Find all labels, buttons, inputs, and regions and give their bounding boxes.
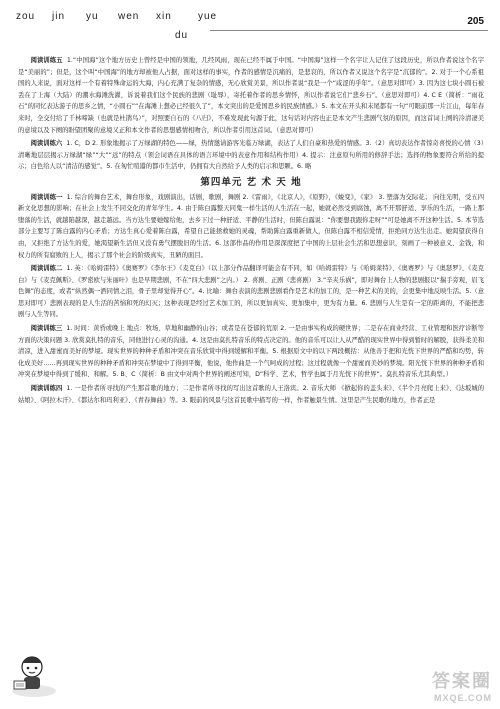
watermark-url: MXQE.COM bbox=[433, 693, 492, 703]
training-label: 阅读训练五 bbox=[30, 57, 63, 64]
unit-title: 第四单元 艺 术 天 地 bbox=[200, 176, 302, 188]
answer-content bbox=[18, 55, 484, 406]
training-text: 1. 时间：黄昏或晚上 地点：牧场、草地和幽静的山谷；或者是在苍郁的荒原 2. 一是由事实构成的硬世界；二是存在商业经营、工业管理和医疗诊断等方面的决策问题 3. 欣赏莫扎特的音乐，同他进行心灵的沟通。4. 这是由莫扎特音乐的特点决定的。他的音乐可以让人从严酷的现实世界中得到暂时的解脱，获得柔美和清凉，进入甜蜜而美好的梦境。现实世界的种种矛盾和冲突在音乐欣赏中得到缓解和平衡。5. 根据原文中的以下两段概括：从他善于把和光恍下世界的严酷和均势，转化成美好……再到现实世界的种种矛盾和冲突在梦境中了得到平衡，他说，他作曲是一个气呵成的过程；这过程就像一个甜蜜而美妙的梦境。阳光恍下世界的种种矛盾和冲突在梦境中得到了缓和、和解。5. B、C（简析：B 由文中对两个世界的阐述可知，D“科学、艺术，哲学也属于月光恍下的世界”。莫扎特音乐尤其典型。） bbox=[18, 325, 485, 379]
corner-illustration-icon bbox=[8, 651, 60, 699]
pinyin-syllable: zou bbox=[16, 11, 36, 22]
page-header bbox=[0, 0, 500, 54]
training-text: 1. 英：《哈姆雷特》《奥赛罗》《李尔王》《麦克白》（以上部分作品翻译可能会有不同，如《哈姆雷特》与《哈姆莱特》、《奥赛罗》与《奥瑟罗》、《麦克白》与《麦克佩斯》、《罗密欧与朱丽叶》也是早期悲剧，不在“四大悲剧”之内。） 2. 喜剧、正剧（悲喜剧） 3.“辛夹乐祸”，即对舞台上人物的悲剧报以“揣手旁观，眉飞色舞”的态度，或者“纵然偶一洒同情之泪，骨子里却觉得开心”。4. 比喻：舞台表演的悲剧悲剧看作是艺术的加工的，是一种艺术的美的，会更集中地反映生活。5.（意思对即可）悲剧表现的是人生活的苦恼和死的幻灭；这种表现是经过艺术加工的，所以更加真实、更加集中，更为有力量。6. 悲剧与人生是有一定的距离的，不能把悲剧与人生等同。 bbox=[18, 265, 484, 319]
pinyin-syllable: du bbox=[175, 30, 189, 41]
training-label: 阅读训练四 bbox=[30, 385, 63, 393]
training-text: 1. 一是作者所寻找的产生那首歌的地方；二是作者所寻找的写出这首歌的人王洛宾。2. 音乐大师 《掀起你的盖头来》、《半个月亮爬上来》、《达坂城的姑娘》、《阿拉木汗》、《都达尔和玛利亚》、《青春舞曲》等。3. 眼前的风景与这首民歌中描写的一样，作者触景生情。这里是产生民歌的地方，作者正是 bbox=[18, 385, 484, 404]
training-label: 阅读训练二 bbox=[30, 265, 63, 273]
training-text: 1. 综合的舞台艺术，舞台形象，戏剧演出，话剧，歌剧，舞剧 2.《雷雨》，《北京人》，《原野》，《蜕变》，《家》 3. 塑落为交际花； 向往光明，受五四新文化思想的影响；在社会上发生不同交化的青年学生。4. 由于陈白露整天同鬼一样生活的人生活在一起，她就必然受到腐蚀，离不开那舒适、享乐的生活，一路上那堕落的生活，就越陷越深，越走越远。当方达生要她嫁给他，去乡下过一种舒适、平静的生活时，但陈白露说：“你要想我跟你走呀”“可是她离不开这种生活。5. 本节选部分主要写了陈白露的内心矛盾；方达生真心爱着陈白露，希望自己能拯救她的灵魂，帮助陈白露重新做人，但陈白露不相信爱情，拒绝同方达生出走。她渴望获得自由，又拒绝了方达生的爱，她渴望新生活但又没有勇气摆脱旧的生活。6. 这部作品的作用是深深度把了中国的上层社会生活和思想意识，刻画了一种被意义、金钱，和权力的所有腐败的上人，揭示了那个社会的阶级真实，丑陋的面目。 bbox=[18, 193, 484, 259]
training-label: 阅读训练一 bbox=[30, 193, 63, 201]
training-paragraph bbox=[18, 323, 484, 381]
training-paragraph bbox=[18, 192, 484, 262]
training-label: 阅读训练六 bbox=[30, 140, 63, 148]
pinyin-syllable: jin bbox=[52, 11, 66, 22]
training-paragraph bbox=[18, 383, 484, 406]
site-watermark bbox=[382, 667, 492, 703]
training-label: 阅读训练三 bbox=[30, 325, 63, 333]
training-paragraph bbox=[18, 263, 484, 321]
training-paragraph bbox=[18, 138, 484, 173]
pinyin-syllable: xin bbox=[156, 11, 172, 22]
pinyin-syllable: wen bbox=[118, 11, 140, 22]
training-text: 1.“中国海”这个地方历史上曾经是中国的领地，几经风雨，现在已经不属于中国。“中国海”这样一个名字让人记住了这段历史，所以作者说这个名字是“美丽的”；但是，这个叫“中国海”的地方却被他人占据，面对这样的事实，作者的感情是沉痛的，是悲哀的，所以作者又说这个名字是“沉郁的”。2. 对于一个心系祖国的人来说，面对这样一个有着特殊命运的大海，内心充满了复杂的情感，无心欣赏美景，所以作者说“我是一个“咸涩的乎年”。（意思对即可）3. 因为这七块小圆石被丢在了上海（大陆）的潮水海滩洗濯，诉说着我们这个民族的悲剧（耻辱），寄托着作者的思乡情怀，所以作者说它们“悲乡石”。（意思对即可）4. C E（简析：“雨花石”的同忆表达游子的思乡之情，“小圆石”“在海滩上想必已经很久了”，本文突出的是爱国思乡的民族情感。）5. 本文在开头和末尾都有一句“可眼前那一片江山，每年春来时，全交付给了千林啼缺（也就是杜鹃鸟）”，对照要自石的《八归》，不难发现此句源于此，这句话对内容也正是本文产生悲剧气氛的原因，而这首词上阕的冷清凄美的意境以及下阕的盼望团聚的意境又正和本文作者的思想感情相吻合，所以作者引用这首词。（意思对即可） bbox=[18, 57, 485, 134]
watermark-text: 答案圈 bbox=[432, 671, 492, 692]
training-text: 1. C，D 2. 形象地揭示了万绿湖的特色——绿，热情邀请游客光临万绿湖，表达了人们自豪和热爱的情感。3.（2）真切表达作者惊奇喜悦的心情（3）清晰地层层揭示万绿湖“绿”“大”“远”的特点（领会词语在具体的语言环境中的表意作用和结构作用）4. 提示：注意原句所用的修辞手法；选择的物象要符合所给的提示；白色给人以“清洁的感觉”。5. 在匆忙喧嚣的都市生活中，仍拥有大自然给予人类的启示和思颗。6. 略 bbox=[18, 140, 484, 171]
cartoon-character-icon bbox=[8, 651, 60, 699]
pinyin-syllable: yu bbox=[86, 11, 99, 22]
page-number: 205 bbox=[467, 16, 484, 27]
pinyin-syllable: yue bbox=[198, 11, 218, 22]
training-paragraph bbox=[18, 55, 484, 136]
header-rule bbox=[210, 30, 488, 31]
